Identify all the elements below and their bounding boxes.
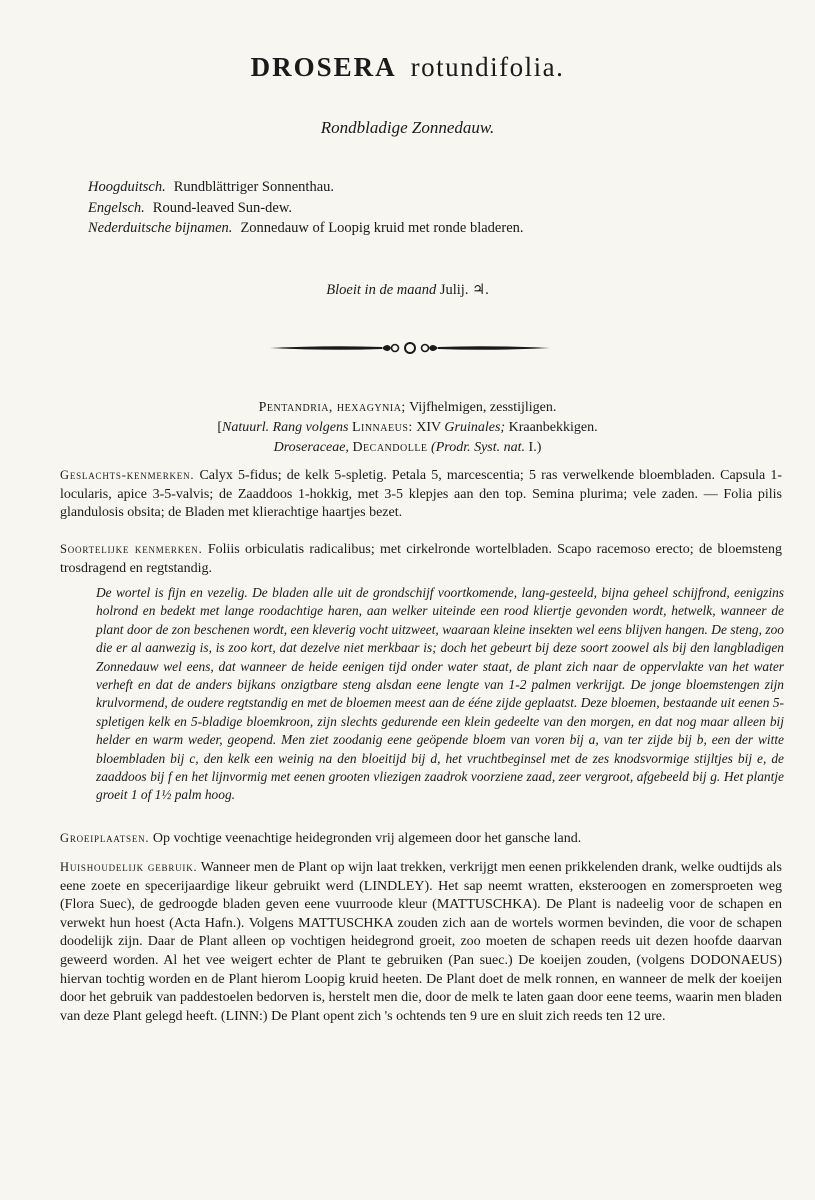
bloom-month: Julij.: [439, 282, 469, 298]
section-text: Calyx 5-fidus; de kelk 5-spletig. Petala 5, marcescentia; 5 ras verwelkende bloembladen. Capsula 1-locularis, apice 3-5-valvis; de Zaaddoos 1-hokkig, met 3-5 klepjes aan den top. Semina plurima; vele zaden. — Folia pilis glandulosis obsita; de Bladen met klierachtige haartjes bezet.: [60, 468, 783, 521]
ornamental-divider: [270, 338, 550, 358]
title-genus: DROSERA: [250, 52, 397, 82]
page-title: [0, 52, 815, 83]
name-language: Engelsch.: [88, 199, 145, 216]
household-use: [60, 858, 782, 1026]
section-text: Op vochtige veenachtige heidegronden vrij algemeen door het gansche land.: [152, 831, 582, 846]
name-row: [88, 218, 524, 239]
section-text: Wanneer men de Plant op wijn laat trekken, verkrijgt men eenen prikkelenden drank, welke oudtijds als eene zoete en specerijaardige likeur gebruikt werd (LINDLEY). Het sap neemt wratten, eksteroogen en zomersproeten weg (Flora Suec), de gedroogde bladen geven eene vuurroode kleur (MATTUSCHKA). De Plant is nadeelig voor de schapen en verwekt hun hoest (Acta Hafn.). Volgens MATTUSCHKA zouden zich aan de wortels wormen bevinden, die voor de schapen doodelijk zijn. Daar de Plant alleen op vochtigen heidegrond groeit, zoo moeten de schapen reeds uit dezen hoofde daarvan geweerd worden. Al het vee weigert echter de Plant te gebruiken (Pan suec.) De koeijen zouden, (volgens DODONAEUS) hiervan tochtig worden en de Plant hierom Loopig kruid heeten. De Plant doet de melk ronnen, en wanneer de melk der koeijen door het gebruik van paddestoelen bedorven is, herstelt men die, door de melk te laten gaan door eene teems, waarin men bladen van deze Plant gelegd heeft. (LINN:) De Plant opent zich 's ochtends ten 9 ure en sluit zich reeds ten 12 ure.: [60, 860, 783, 1024]
name-language: Hoogduitsch.: [88, 179, 166, 195]
vernacular-names: [88, 177, 524, 239]
name-row: [88, 198, 524, 219]
bloom-line: [0, 282, 815, 299]
section-heading: Soortelijke kenmerken.: [60, 542, 203, 556]
habitat: [60, 829, 782, 849]
classification-line-2: [Natuurl. Rang volgens Linnaeus: XIV Gruinales; Kraanbekkigen.: [217, 420, 598, 435]
classification: [0, 398, 815, 458]
name-value: Round-leaved Sun-dew.: [152, 199, 292, 216]
name-row: [88, 177, 524, 198]
name-value: Rundblättriger Sonnenthau.: [173, 179, 335, 195]
genus-characters: [60, 466, 782, 523]
title-species: rotundifolia.: [410, 52, 565, 82]
name-language: Nederduitsche bijnamen.: [88, 220, 233, 236]
perennial-symbol: ♃.: [472, 282, 489, 298]
species-characters: [60, 540, 782, 578]
section-text: Foliis orbiculatis radicalibus; met cirkelronde wortelbladen. Scapo racemoso erecto; de bloemsteng trosdragend en regtstandig.: [60, 542, 783, 576]
bloom-label: Bloeit in de maand: [326, 282, 437, 298]
classification-line-3: Droseraceae, Decandolle (Prodr. Syst. nat. I.): [273, 440, 542, 455]
name-value: Zonnedauw of Loopig kruid met ronde bladeren.: [240, 220, 524, 236]
subtitle: Rondbladige Zonnedauw.: [320, 118, 495, 137]
section-heading: Huishoudelijk gebruik.: [60, 860, 198, 874]
plant-description: De wortel is fijn en vezelig. De bladen alle uit de grondschijf voortkomende, lang-gesteeld, bijna geheel schijfrond, eenigzins holrond en bedekt met lange roodachtige haren, aan welker uiteinde een rood kliertje gevonden wordt, hetwelk, wanneer de plant door de zon beschenen wordt, een kleverig vocht uitzweet, waaraan kleine insekten wel eens blijven hangen. De steng, zoo die er al aanwezig is, is zoo kort, dat dezelve niet merkbaar is; doch het gebeurt bij deze soort zoowel als bij den langbladigen Zonnedauw wel eens, dat wanneer de heide eenigen tijd onder water staat, de plant zich naar de oppervlakte van het water verheft en dat de anders bijkans onzigtbare steng alsdan eene lengte van 1-2 palmen verkrijgt. De jonge bloemstengen zijn krulvormend, de oudere regtstandig en met de bloemen meest aan de ééne zijde geplaatst. Deze bloemen, bestaande uit eenen 5-spletigen kelk en 5-bladige bloemkroon, zijn slechts gedurende een klein gedeelte van den morgen, en dat nog maar alleen bij helder en warm weder, geopend. Men ziet zoodanig eene geöpende bloem van voren bij a, van ter zijde bij b, een der witte bloembladen bij c, den kelk een weinig na den bloeitijd bij d, het vruchtbeginsel met de zes knodsvormige stijltjes bij e, de zaaddoos bij f en het lijnvormig met eenen grooten vliezigen zaadrok voorziene zaad, zeer vergroot, afgebeeld bij g. Het plantje groeit 1 of 1½ palm hoog.: [96, 585, 784, 803]
section-heading: Geslachts-kenmerken.: [60, 468, 195, 482]
classification-line-1: Pentandria, hexagynia; Vijfhelmigen, zesstijligen.: [258, 400, 557, 415]
section-heading: Groeiplaatsen.: [60, 831, 150, 845]
